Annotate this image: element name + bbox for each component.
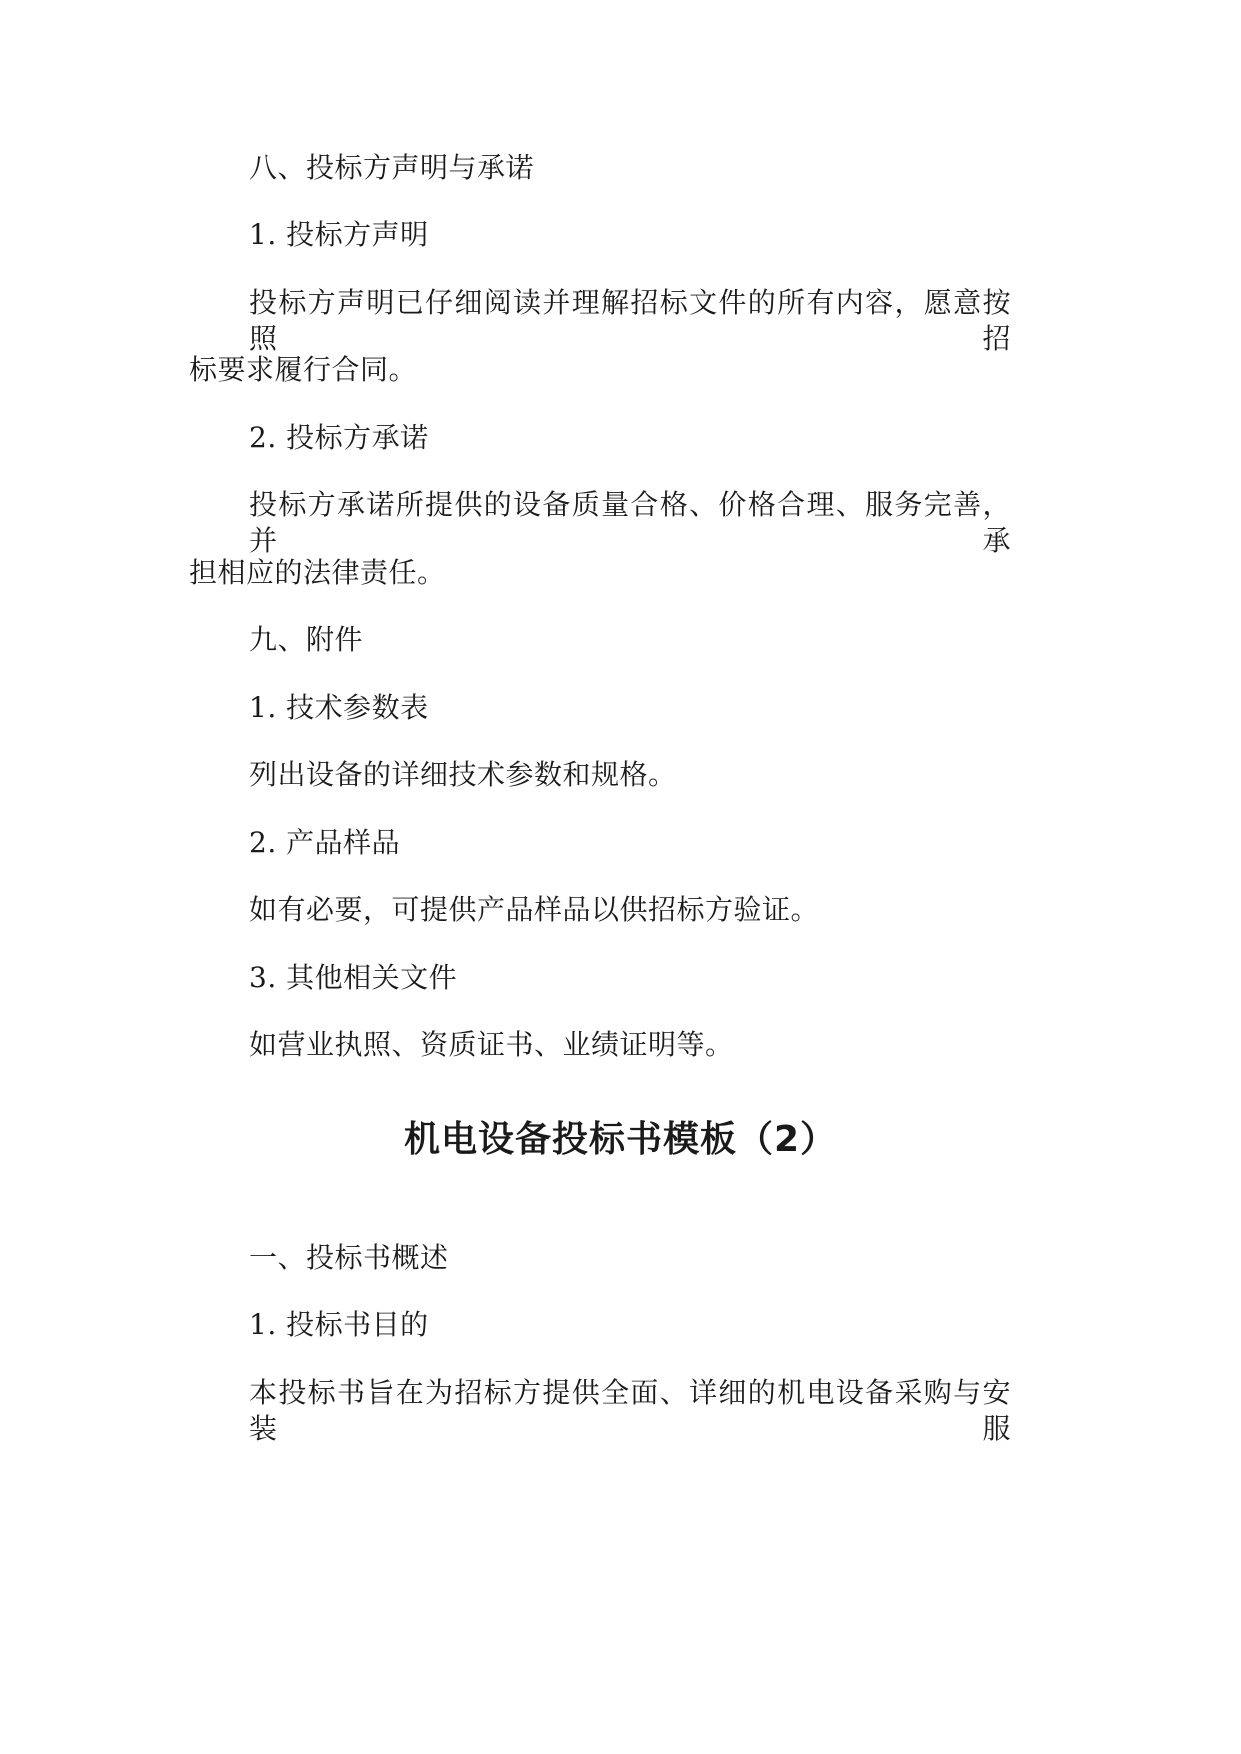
section-9-heading: 九、附件 (249, 623, 364, 656)
section-9-item-1-text: 列出设备的详细技术参数和规格。 (249, 758, 677, 791)
template-2-section-1-heading: 一、投标书概述 (249, 1241, 449, 1274)
template-2-title: 机电设备投标书模板（2） (403, 1119, 838, 1160)
section-9-item-2-title: 2. 产品样品 (249, 826, 401, 859)
section-8-heading: 八、投标方声明与承诺 (249, 151, 535, 184)
template-2-item-1-text-line-1: 本投标书旨在为招标方提供全面、详细的机电设备采购与安装服 (249, 1376, 1011, 1445)
section-8-item-1-text-line-2: 标要求履行合同。 (189, 353, 418, 386)
template-2-item-1-title: 1. 投标书目的 (249, 1308, 429, 1341)
section-9-item-1-title: 1. 技术参数表 (249, 691, 429, 724)
section-8-item-2-title: 2. 投标方承诺 (249, 421, 429, 454)
section-8-item-1-title: 1. 投标方声明 (249, 218, 429, 251)
section-9-item-3-text: 如营业执照、资质证书、业绩证明等。 (249, 1028, 734, 1061)
section-8-item-2-text-line-2: 担相应的法律责任。 (189, 556, 446, 589)
section-8-item-2-text-line-1: 投标方承诺所提供的设备质量合格、价格合理、服务完善，并承 (249, 488, 1011, 557)
section-9-item-3-title: 3. 其他相关文件 (249, 961, 458, 994)
section-9-item-2-text: 如有必要，可提供产品样品以供招标方验证。 (249, 893, 820, 926)
section-8-item-1-text-line-1: 投标方声明已仔细阅读并理解招标文件的所有内容，愿意按照招 (249, 286, 1011, 355)
